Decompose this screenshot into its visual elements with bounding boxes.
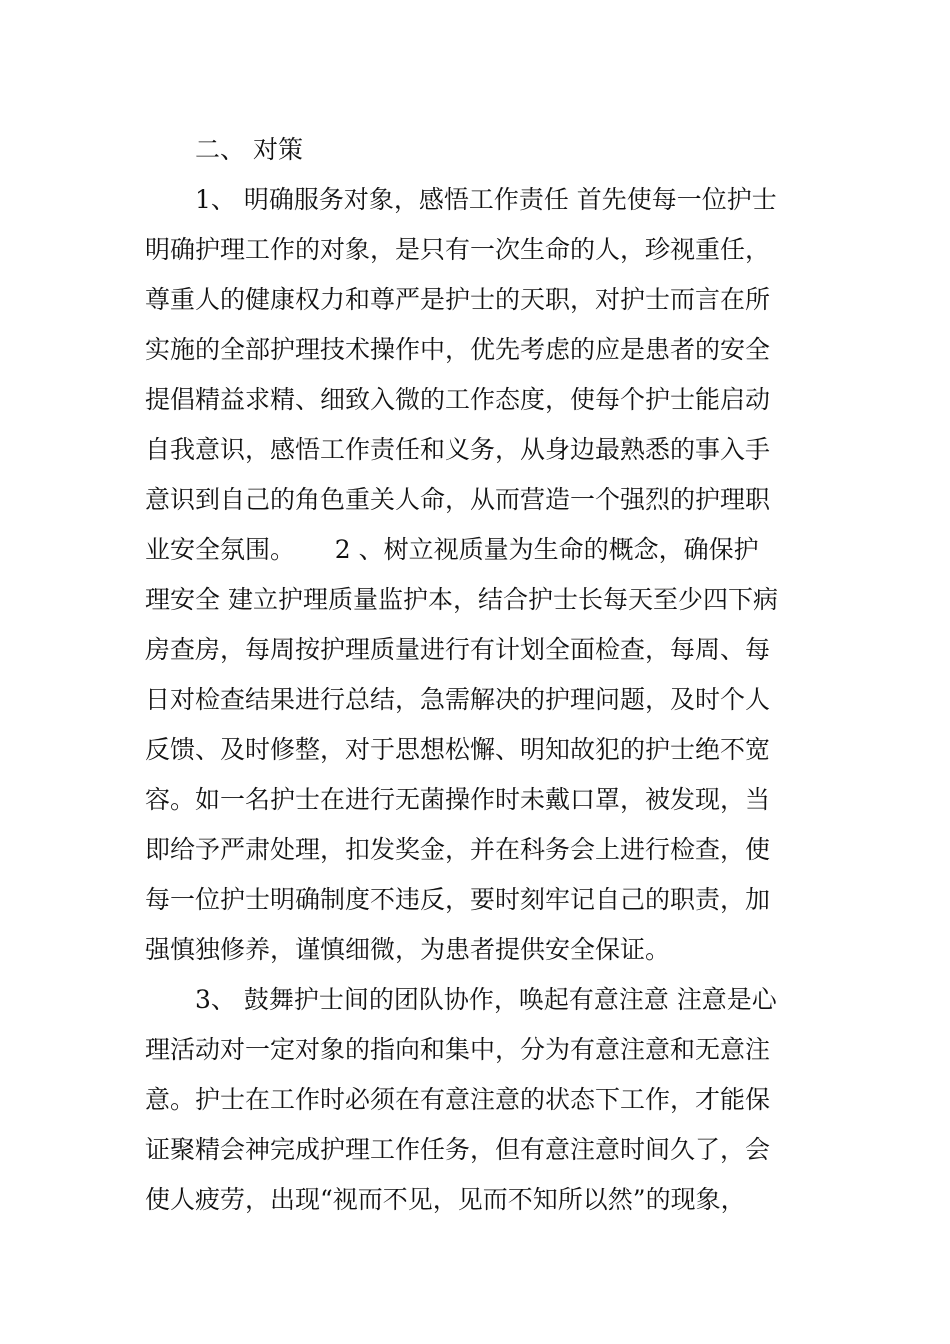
paragraph-line: 3、 鼓舞护士间的团队协作，唤起有意注意 注意是心: [195, 985, 777, 1014]
paragraph-line: 尊重人的健康权力和尊严是护士的天职，对护士而言在所: [145, 285, 771, 314]
paragraph-line: 即给予严肃处理，扣发奖金，并在科务会上进行检查，使: [145, 835, 771, 864]
paragraph-line: 业安全氛围。 2 、树立视质量为生命的概念，确保护: [145, 535, 759, 564]
paragraph-line: 提倡精益求精、细致入微的工作态度，使每个护士能启动: [145, 385, 771, 414]
paragraph-line: 理安全 建立护理质量监护本，结合护士长每天至少四下病: [145, 585, 778, 614]
paragraph-line: 日对检查结果进行总结，急需解决的护理问题，及时个人: [145, 685, 771, 714]
paragraph-line: 使人疲劳，出现“视而不见，见而不知所以然”的现象，: [145, 1185, 746, 1214]
paragraph-line: 每一位护士明确制度不违反，要时刻牢记自己的职责，加: [145, 885, 771, 914]
paragraph-line: 明确护理工作的对象，是只有一次生命的人，珍视重任，: [145, 235, 771, 264]
section-heading: 二、 对策: [195, 135, 303, 164]
paragraph-line: 意识到自己的角色重关人命，从而营造一个强烈的护理职: [145, 485, 771, 514]
paragraph-line: 意。护士在工作时必须在有意注意的状态下工作，才能保: [145, 1085, 771, 1114]
paragraph-line: 实施的全部护理技术操作中，优先考虑的应是患者的安全: [145, 335, 771, 364]
paragraph-line: 证聚精会神完成护理工作任务，但有意注意时间久了，会: [145, 1135, 771, 1164]
paragraph-line: 反馈、及时修整，对于思想松懈、明知故犯的护士绝不宽: [145, 735, 771, 764]
paragraph-line: 容。如一名护士在进行无菌操作时未戴口罩，被发现，当: [145, 785, 771, 814]
paragraph-line: 房查房，每周按护理质量进行有计划全面检查，每周、每: [145, 635, 771, 664]
paragraph-line: 强慎独修养，谨慎细微，为患者提供安全保证。: [145, 935, 671, 964]
paragraph-line: 理活动对一定对象的指向和集中，分为有意注意和无意注: [145, 1035, 771, 1064]
paragraph-line: 1、 明确服务对象，感悟工作责任 首先使每一位护士: [195, 185, 777, 214]
paragraph-line: 自我意识，感悟工作责任和义务，从身边最熟悉的事入手: [145, 435, 771, 464]
